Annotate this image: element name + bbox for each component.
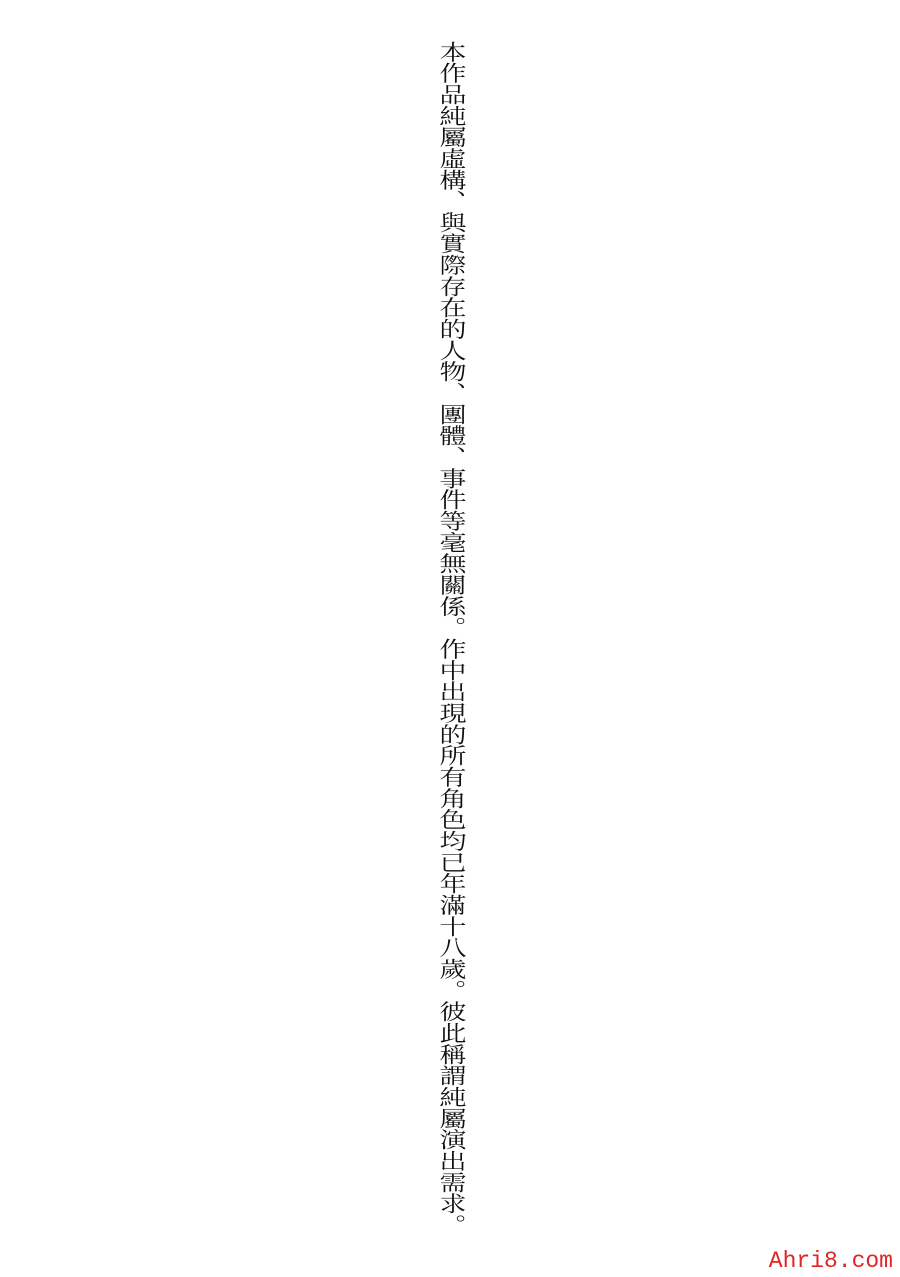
watermark-text: Ahri8.com — [768, 1248, 893, 1274]
disclaimer-vertical-text: 本作品純屬虛構、與實際存在的人物、團體、事件等毫無關係。作中出現的所有角色均已年滿十八歲。彼此稱謂純屬演出需求。 — [435, 41, 466, 1236]
